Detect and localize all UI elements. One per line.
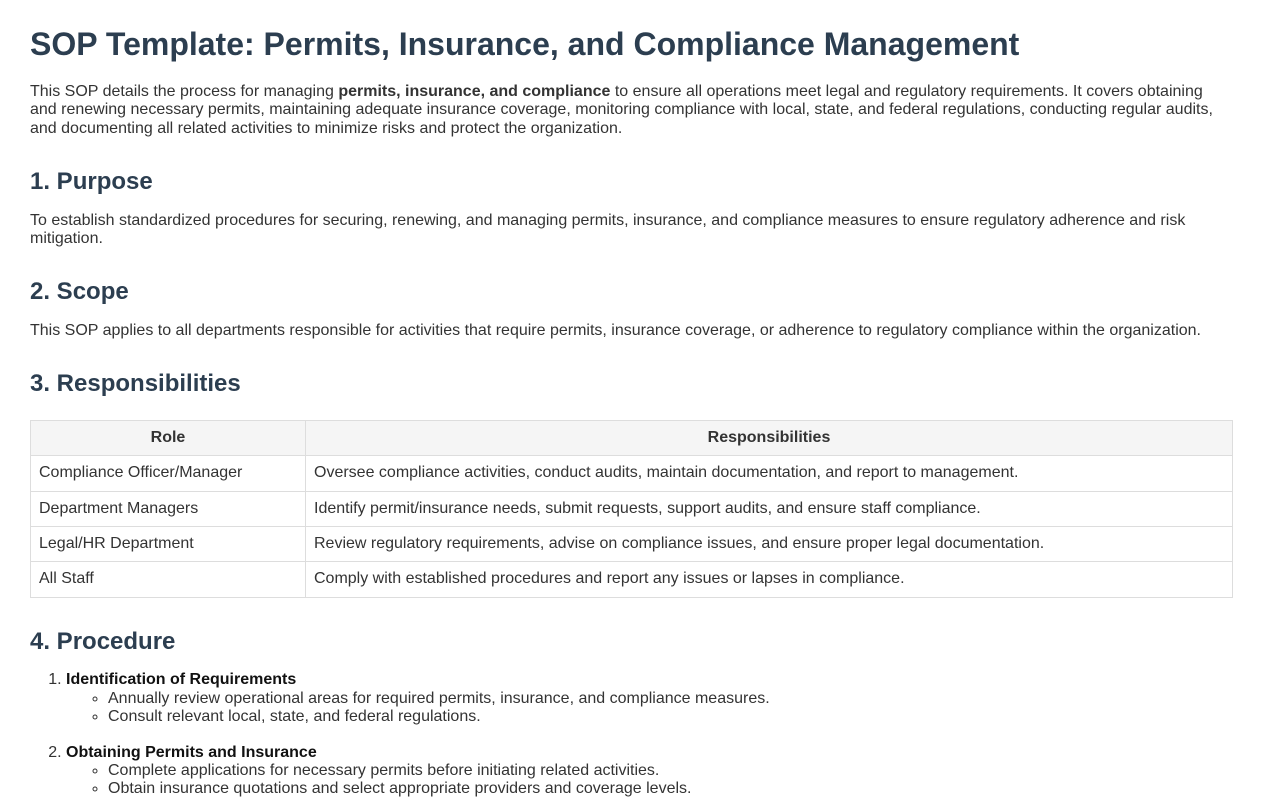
procedure-substeps: [66, 762, 1233, 799]
table-header-responsibilities: Responsibilities: [306, 420, 1233, 455]
table-row: [31, 527, 1233, 562]
purpose-body: To establish standardized procedures for securing, renewing, and managing permits, insurance, and compliance measures to ensure regulatory adherence and risk mitigation.: [30, 211, 1186, 247]
responsibilities-cell: Identify permit/insurance needs, submit requests, support audits, and ensure staff compliance.: [306, 491, 1233, 526]
procedure-substep: ◦ Complete applications for necessary permits before initiating related activities.: [108, 762, 1233, 780]
procedure-step-title: Identification of Requirements: [66, 671, 297, 689]
procedure-step: [66, 671, 1233, 726]
table-row: [31, 562, 1233, 597]
section-heading-procedure: 4. Procedure: [30, 627, 176, 655]
scope-body: This SOP applies to all departments responsible for activities that require permits, insurance coverage, or adherence to regulatory compliance within the organization.: [30, 321, 1201, 339]
section-heading-scope: 2. Scope: [30, 278, 129, 306]
procedure-substep: ◦ Obtain insurance quotations and select appropriate providers and coverage levels.: [108, 780, 1233, 798]
intro-paragraph: [30, 83, 1233, 138]
intro-bold-emphasis: permits, insurance, and compliance: [338, 82, 611, 100]
role-cell: Department Managers: [31, 491, 306, 526]
procedure-list: [30, 671, 1233, 798]
responsibilities-cell: Review regulatory requirements, advise on compliance issues, and ensure proper legal documentation.: [306, 527, 1233, 562]
intro-text-post: to ensure all operations meet legal and regulatory requirements. It covers obtaining and renewing necessary permits, maintaining adequate insurance coverage, monitoring compliance with local, state, and federal regulations, conducting regular audits, and documenting all related activities to minimize risks and protect the organization.: [30, 82, 1213, 137]
procedure-step: [66, 744, 1233, 799]
responsibilities-table: [30, 420, 1233, 598]
role-cell: All Staff: [31, 562, 306, 597]
intro-text-pre: This SOP details the process for managing: [30, 82, 339, 100]
procedure-substep: ◦ Consult relevant local, state, and federal regulations.: [108, 708, 1233, 726]
section-heading-responsibilities: 3. Responsibilities: [30, 370, 241, 398]
table-header-row: [31, 420, 1233, 455]
responsibilities-cell: Oversee compliance activities, conduct audits, maintain documentation, and report to management.: [306, 456, 1233, 491]
table-header-role: Role: [31, 420, 306, 455]
role-cell: Compliance Officer/Manager: [31, 456, 306, 491]
section-heading-purpose: 1. Purpose: [30, 167, 153, 195]
table-row: [31, 456, 1233, 491]
role-cell: Legal/HR Department: [31, 527, 306, 562]
table-row: [31, 491, 1233, 526]
procedure-substep: ◦ Annually review operational areas for required permits, insurance, and compliance measures.: [108, 690, 1233, 708]
procedure-substeps: [66, 690, 1233, 727]
procedure-step-title: Obtaining Permits and Insurance: [66, 743, 317, 761]
page-title: SOP Template: Permits, Insurance, and Compliance Management: [30, 26, 1020, 62]
responsibilities-cell: Comply with established procedures and report any issues or lapses in compliance.: [306, 562, 1233, 597]
